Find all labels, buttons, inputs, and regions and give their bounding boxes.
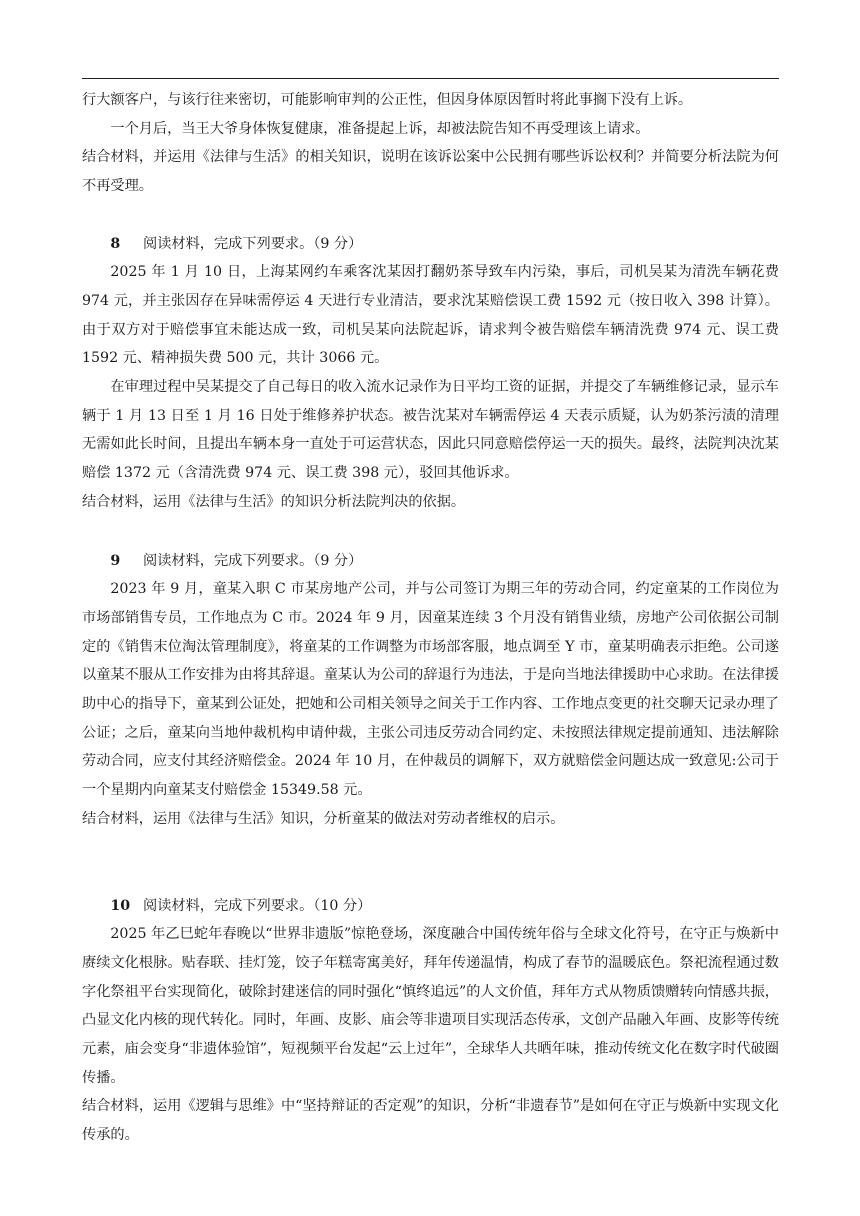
question-9: [82, 547, 779, 834]
q9-number: 9: [110, 552, 121, 569]
q8-number: 8: [110, 235, 121, 252]
spacer: [82, 201, 779, 230]
document-body: [82, 86, 779, 1150]
q9-title: 阅读材料，完成下列要求。（9 分）: [143, 552, 363, 569]
q9-prompt: 结合材料，运用《法律与生活》知识，分析童某的做法对劳动者维权的启示。: [82, 810, 565, 827]
q8-prompt: 结合材料，运用《法律与生活》的知识分析法院判决的依据。: [82, 493, 466, 510]
question-10: [82, 892, 779, 1150]
q10-number: 10: [110, 897, 131, 914]
q10-prompt: 结合材料，运用《逻辑与思维》中“坚持辩证的否定观”的知识，分析“非遗春节”是如何在守正与焕新中实现文化传承的。: [82, 1098, 779, 1144]
q7-prompt: 结合材料，并运用《法律与生活》的相关知识，说明在该诉讼案中公民拥有哪些诉讼权利？并简要分析法院为何不再受理。: [82, 149, 779, 195]
q7-material-paragraph: 一个月后，当王大爷身体恢复健康，准备提起上诉，却被法院告知不再受理该上请求。: [110, 120, 650, 137]
q8-material-paragraph-2: 在审理过程中吴某提交了自己每日的收入流水记录作为日平均工资的证据，并提交了车辆维修记录，显示车辆于 1 月 13 日至 1 月 16 日处于维修养护状态。被告沈某对车辆需停运 4 天表示质疑，认为奶茶污渍的清理无需如此长时间，且提出车辆本身一直处于可运营状态，因此只同意赔偿停运一天的损失。最终，法院判决沈某赔偿 1372 元（含清洗费 974 元、误工费 398 元），驳回其他诉求。: [82, 379, 779, 482]
q8-title: 阅读材料，完成下列要求。（9 分）: [143, 235, 363, 252]
q7-material-tail: 行大额客户，与该行往来密切，可能影响审判的公正性，但因身体原因暂时将此事搁下没有上诉。: [82, 92, 693, 108]
q10-header: [82, 892, 779, 921]
q8-header: [82, 230, 779, 259]
q10-material-paragraph: 2025 年乙巳蛇年春晚以“世界非遗版”惊艳登场，深度融合中国传统年俗与全球文化符号，在守正与焕新中赓续文化根脉。贴春联、挂灯笼，饺子年糕寄寓美好，拜年传递温情，构成了春节的温暖底色。祭祀流程通过数字化祭祖平台实现简化，破除封建迷信的同时强化“慎终追远”的人文价值，拜年方式从物质馈赠转向情感共振，凸显文化内核的现代转化。同时，年画、皮影、庙会等非遗项目实现活态传承，文创产品融入年画、皮影等传统元素，庙会变身“非遗体验馆”，短视频平台发起“云上过年”，全球华人共晒年味，推动传统文化在数字时代破圈传播。: [82, 926, 779, 1086]
question-8: [82, 230, 779, 517]
q10-title: 阅读材料，完成下列要求。（10 分）: [143, 897, 372, 914]
spacer: [82, 834, 779, 892]
q9-header: [82, 547, 779, 576]
spacer: [82, 517, 779, 547]
q8-material-paragraph-1: 2025 年 1 月 10 日，上海某网约车乘客沈某因打翻奶茶导致车内污染，事后，司机吴某为清洗车辆花费 974 元，并主张因存在异味需停运 4 天进行专业清洁，要求沈某赔偿误工费 1592 元（按日收入 398 计算）。由于双方对于赔偿事宜未能达成一致，司机吴某向法院起诉，请求判令被告赔偿车辆清洗费 974 元、误工费 1592 元、精神损失费 500 元，共计 3066 元。: [82, 264, 779, 367]
header-rule: [82, 78, 779, 79]
q9-material-paragraph: 2023 年 9 月，童某入职 C 市某房地产公司，并与公司签订为期三年的劳动合同，约定童某的工作岗位为市场部销售专员，工作地点为 C 市。2024 年 9 月，因童某连续 3 个月没有销售业绩，房地产公司依据公司制定的《销售末位淘汰管理制度》，将童某的工作调整为市场部客服，地点调至 Y 市，童某明确表示拒绝。公司遂以童某不服从工作安排为由将其辞退。童某认为公司的辞退行为违法，于是向当地法律援助中心求助。在法律援助中心的指导下，童某到公证处，把她和公司相关领导之间关于工作内容、工作地点变更的社交聊天记录办理了公证；之后，童某向当地仲裁机构申请仲裁，主张公司违反劳动合同约定、未按照法律规定提前通知、违法解除劳动合同，应支付其经济赔偿金。2024 年 10 月，在仲裁员的调解下，双方就赔偿金问题达成一致意见:公司于一个星期内向童某支付赔偿金 15349.58 元。: [82, 581, 779, 799]
